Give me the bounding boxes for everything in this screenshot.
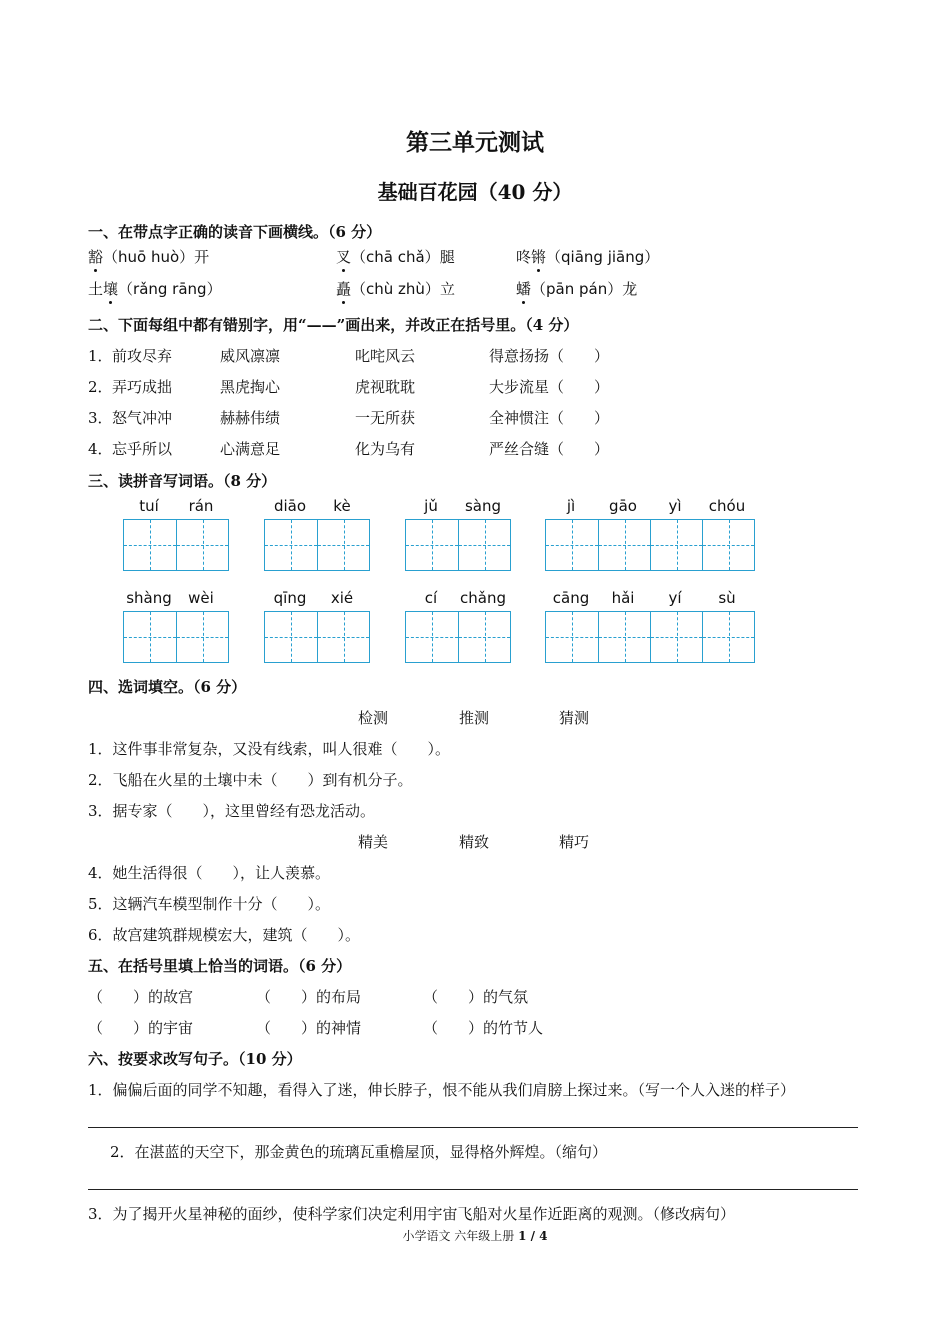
word-choice: 精致 [459, 833, 490, 851]
fill-question: 2．飞船在火星的土壤中未（ ）到有机分子。 [88, 771, 413, 789]
section-2-heading: 二、下面每组中都有错别字，用“——”画出来，并改正在括号里。（4 分） [88, 316, 579, 334]
pinyin-label: qīng [273, 589, 307, 607]
fill-phrase: （ ）的气氛 [423, 988, 529, 1006]
pinyin-label: yí [668, 589, 682, 607]
grid-cell[interactable] [265, 520, 317, 570]
writing-grid-5[interactable] [123, 611, 229, 663]
dotted-char: 叉 [336, 248, 352, 266]
page-footer [0, 1227, 950, 1244]
s2-word: 怒气冲冲 [112, 409, 173, 427]
s2-word: 严丝合缝（ ） [489, 440, 610, 458]
grid-cell[interactable] [458, 520, 510, 570]
page-subtitle: 基础百花园（40 分） [377, 180, 573, 204]
pinyin-options: （chù zhù） [351, 280, 440, 298]
grid-cell[interactable] [702, 612, 754, 662]
section-6-heading: 六、按要求改写句子。（10 分） [88, 1050, 302, 1068]
s2-word: 忘乎所以 [112, 440, 173, 458]
pinyin-label: rán [188, 497, 214, 515]
grid-cell[interactable] [458, 612, 510, 662]
pinyin-label: chóu [708, 497, 746, 515]
footer-text: 小学语文 六年级上册 [402, 1229, 519, 1243]
grid-cell[interactable] [406, 612, 458, 662]
grid-cell[interactable] [702, 520, 754, 570]
s2-word: 赫赫伟绩 [220, 409, 281, 427]
rewrite-question-1: 1．偏偏后面的同学不知趣，看得入了迷，伸长脖子，恨不能从我们肩膀上探过来。（写一个人入迷的样子） [88, 1081, 796, 1099]
writing-grid-2[interactable] [264, 519, 370, 571]
writing-grid-4[interactable] [545, 519, 755, 571]
answer-line[interactable] [88, 1127, 858, 1128]
pinyin-label: sù [718, 589, 736, 607]
s1-item-3 [516, 246, 659, 267]
pinyin-label: chǎng [460, 589, 506, 607]
grid-cell[interactable] [265, 612, 317, 662]
fill-question: 6．故宫建筑群规模宏大，建筑（ ）。 [88, 926, 361, 944]
rewrite-question-2: 2．在湛蓝的天空下，那金黄色的琉璃瓦重檐屋顶，显得格外辉煌。（缩句） [110, 1143, 608, 1161]
s1-item-2 [336, 246, 455, 267]
page-title: 第三单元测试 [406, 129, 544, 156]
fill-question: 3．据专家（ ），这里曾经有恐龙活动。 [88, 802, 376, 820]
pinyin-label: xié [330, 589, 354, 607]
pinyin-label: cāng [552, 589, 590, 607]
grid-cell[interactable] [317, 612, 369, 662]
grid-cell[interactable] [176, 612, 228, 662]
word-rest: 开 [194, 248, 210, 266]
fill-phrase: （ ）的布局 [256, 988, 362, 1006]
fill-phrase: （ ）的宇宙 [88, 1019, 194, 1037]
pinyin-options: （huō huò） [103, 248, 195, 266]
writing-grid-3[interactable] [405, 519, 511, 571]
s2-word: 得意扬扬（ ） [489, 347, 610, 365]
word-choice: 精美 [358, 833, 389, 851]
s2-word: 黑虎掏心 [220, 378, 281, 396]
pinyin-label: gāo [609, 497, 637, 515]
pinyin-label: sàng [464, 497, 502, 515]
word-pre: 土 [88, 280, 104, 298]
s2-word: 全神惯注（ ） [489, 409, 610, 427]
dotted-char: 壤 [103, 280, 119, 298]
fill-phrase: （ ）的故宫 [88, 988, 194, 1006]
pinyin-label: jì [566, 497, 576, 515]
grid-cell[interactable] [546, 520, 598, 570]
s2-word: 心满意足 [220, 440, 281, 458]
grid-cell[interactable] [317, 520, 369, 570]
pinyin-label: shàng [126, 589, 172, 607]
word-choice: 检测 [358, 709, 389, 727]
s2-word: 大步流星（ ） [489, 378, 610, 396]
grid-cell[interactable] [176, 520, 228, 570]
grid-cell[interactable] [546, 612, 598, 662]
s2-word: 虎视耽耽 [355, 378, 416, 396]
grid-cell[interactable] [650, 520, 702, 570]
pinyin-label: diāo [273, 497, 307, 515]
s2-word: 一无所获 [355, 409, 416, 427]
s2-word: 威风凛凛 [220, 347, 281, 365]
word-rest: 立 [439, 280, 455, 298]
dotted-char: 矗 [336, 280, 352, 298]
s1-item-5 [336, 278, 455, 299]
s1-item-1 [88, 246, 209, 267]
page-number: 1 / 4 [518, 1229, 548, 1243]
word-choice: 推测 [459, 709, 490, 727]
pinyin-options: （rǎng rāng） [118, 280, 222, 298]
pinyin-label: kè [333, 497, 351, 515]
dotted-char: 锵 [531, 248, 547, 266]
pinyin-label: wèi [188, 589, 214, 607]
writing-grid-7[interactable] [405, 611, 511, 663]
writing-grid-8[interactable] [545, 611, 755, 663]
fill-phrase: （ ）的神情 [256, 1019, 362, 1037]
section-4-heading: 四、选词填空。（6 分） [88, 678, 247, 696]
pinyin-label: hǎi [611, 589, 635, 607]
dotted-char: 蟠 [516, 280, 532, 298]
word-choice: 猜测 [559, 709, 590, 727]
word-pre: 咚 [516, 248, 532, 266]
s2-word: 叱咤风云 [355, 347, 416, 365]
s2-row-number: 4． [88, 440, 113, 458]
s2-row-number: 2． [88, 378, 113, 396]
fill-question: 5．这辆汽车模型制作十分（ ）。 [88, 895, 331, 913]
pinyin-label: tuí [139, 497, 159, 515]
section-1-heading: 一、在带点字正确的读音下画横线。（6 分） [88, 223, 382, 241]
fill-question: 1．这件事非常复杂，又没有线索，叫人很难（ ）。 [88, 740, 451, 758]
answer-line[interactable] [88, 1189, 858, 1190]
section-5-heading: 五、在括号里填上恰当的词语。（6 分） [88, 957, 352, 975]
writing-grid-1[interactable] [123, 519, 229, 571]
word-choice: 精巧 [559, 833, 590, 851]
grid-cell[interactable] [406, 520, 458, 570]
rewrite-question-3: 3．为了揭开火星神秘的面纱，使科学家们决定利用宇宙飞船对火星作近距离的观测。（修改病句） [88, 1205, 736, 1223]
pinyin-label: jǔ [424, 497, 438, 515]
grid-cell[interactable] [650, 612, 702, 662]
grid-cell[interactable] [598, 520, 650, 570]
s2-row-number: 3． [88, 409, 113, 427]
grid-cell[interactable] [598, 612, 650, 662]
pinyin-options: （chā chǎ） [351, 248, 440, 266]
pinyin-options: （qiāng jiāng） [546, 248, 660, 266]
s2-word: 化为乌有 [355, 440, 416, 458]
s1-item-4 [88, 278, 222, 299]
word-rest: 龙 [622, 280, 638, 298]
fill-phrase: （ ）的竹节人 [423, 1019, 544, 1037]
s2-row-number: 1． [88, 347, 113, 365]
dotted-char: 豁 [88, 248, 104, 266]
word-rest: 腿 [439, 248, 455, 266]
section-3-heading: 三、读拼音写词语。（8 分） [88, 472, 277, 490]
writing-grid-6[interactable] [264, 611, 370, 663]
s2-word: 前攻尽弃 [112, 347, 173, 365]
fill-question: 4．她生活得很（ ），让人羡慕。 [88, 864, 331, 882]
s2-word: 弄巧成拙 [112, 378, 173, 396]
pinyin-label: yì [668, 497, 682, 515]
pinyin-options: （pān pán） [531, 280, 623, 298]
grid-cell[interactable] [124, 612, 176, 662]
pinyin-label: cí [424, 589, 438, 607]
grid-cell[interactable] [124, 520, 176, 570]
s1-item-6 [516, 278, 637, 299]
